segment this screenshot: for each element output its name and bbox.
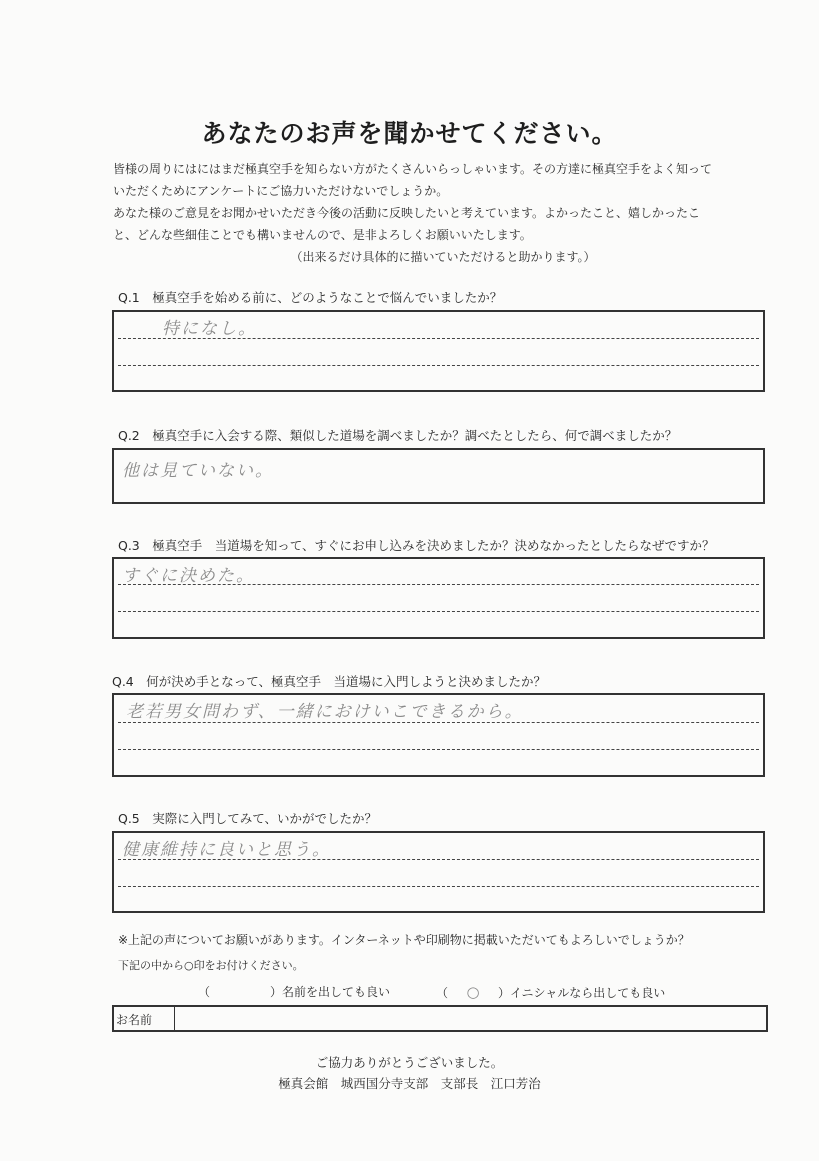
name-label: お名前 xyxy=(116,1013,153,1027)
intro-note: （出来るだけ具体的に描いていただけると助かります。） xyxy=(290,250,596,264)
intro-text xyxy=(113,158,773,268)
answer-box-4[interactable] xyxy=(112,693,765,777)
answer-3-text: すぐに決めた。 xyxy=(122,566,255,586)
footer-thanks: ご協力ありがとうございました。 xyxy=(315,1055,504,1070)
page-title: あなたのお声を聞かせてください。 xyxy=(201,119,618,148)
name-field-box[interactable] xyxy=(112,1005,768,1032)
option-2-open: （ xyxy=(436,986,449,1000)
circle-mark: ○ xyxy=(466,983,480,1001)
option-2-label: ）イニシャルなら出しても良い xyxy=(498,986,666,1000)
answer-box-2[interactable] xyxy=(112,448,765,504)
option-1-open: （ xyxy=(198,985,211,999)
answer-2-text: 他は見ていない。 xyxy=(122,461,274,481)
option-initials-ok[interactable] xyxy=(436,983,665,1001)
intro-line-2: いただくためにアンケートにご協力いただけないでしょうか。 xyxy=(113,184,449,198)
answer-4-text: 老若男女問わず、一緒におけいこできるから。 xyxy=(126,702,524,722)
option-name-ok[interactable] xyxy=(198,983,390,1000)
answer-box-3[interactable] xyxy=(112,557,765,639)
question-2-label: Q.2 極真空手に入会する際、類似した道場を調べましたか？調べたとしたら、何で調べましたか？ xyxy=(118,428,678,443)
answer-box-1[interactable] xyxy=(112,310,765,392)
intro-line-4: と、どんな些細佳ことでも構いませんので、是非よろしくお願いいたします。 xyxy=(113,228,532,242)
answer-box-5[interactable] xyxy=(112,831,765,913)
question-1-label: Q.1 極真空手を始める前に、どのようなことで悩んでいましたか？ xyxy=(118,290,503,305)
consent-request: ※上記の声についてお願いがあります。インターネットや印刷物に掲載いただいてもよろしいでしょうか？ xyxy=(118,933,690,947)
answer-1-text: 特になし。 xyxy=(162,319,257,339)
question-4-label: Q.4 何が決め手となって、極真空手 当道場に入門しようと決めましたか？ xyxy=(112,674,547,689)
footer-signature: 極真会館 城西国分寺支部 支部長 江口芳治 xyxy=(278,1076,541,1091)
intro-line-1: 皆様の周りにはにはまだ極真空手を知らない方がたくさんいらっしゃいます。その方達に極真空手をよく知って xyxy=(113,162,713,176)
question-3-label: Q.3 極真空手 当道場を知って、すぐにお申し込みを決めましたか？決めなかったとしたらなぜですか？ xyxy=(118,538,715,553)
answer-5-text: 健康維持に良いと思う。 xyxy=(122,840,331,860)
option-1-label: ）名前を出しても良い xyxy=(270,985,391,999)
question-5-label: Q.5 実際に入門してみて、いかがでしたか？ xyxy=(118,811,378,826)
intro-line-3: あなた様のご意見をお聞かせいただき今後の活動に反映したいと考えています。よかったこと、嬉しかったこ xyxy=(113,206,701,220)
consent-instruction: 下記の中から○印をお付けください。 xyxy=(118,959,304,972)
